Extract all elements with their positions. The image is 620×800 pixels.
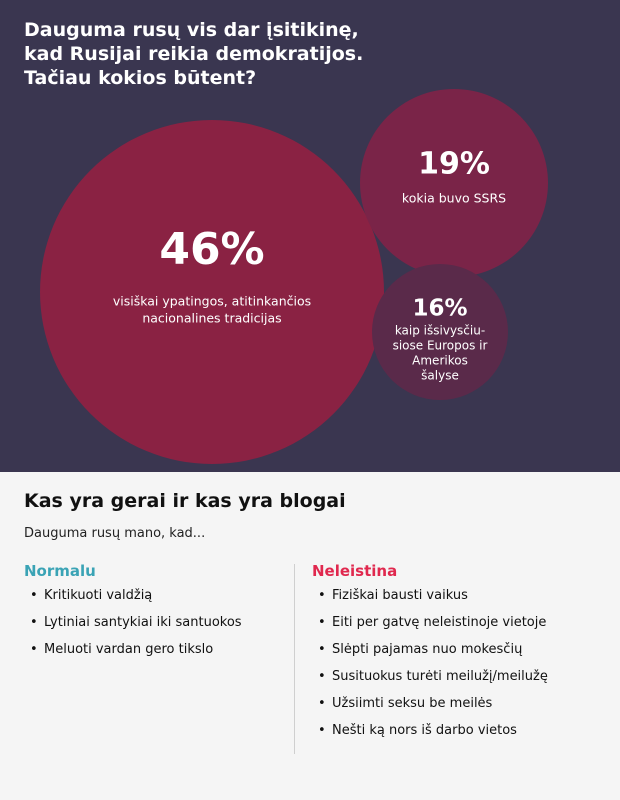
forbidden-heading: Neleistina — [312, 562, 398, 580]
title-line-1: Dauguma rusų vis dar įsitikinę, — [24, 19, 359, 41]
bubble-value-label: 16% — [412, 295, 468, 322]
list-item: • Fiziškai bausti vaikus — [312, 586, 602, 613]
list-item: • Meluoti vardan gero tikslo — [24, 640, 284, 667]
normal-heading: Normalu — [24, 562, 96, 580]
section-title: Kas yra gerai ir kas yra blogai — [24, 490, 346, 512]
normal-column — [24, 562, 284, 667]
bubble-description-line: kaip išsivysčiu- — [394, 323, 486, 338]
list-item: • Užsiimti seksu be meilės — [312, 694, 602, 721]
bubble-value-label: 46% — [159, 224, 265, 275]
list-item: • Susituokus turėti meilužį/meilužę — [312, 667, 602, 694]
list-item: • Kritikuoti valdžią — [24, 586, 284, 613]
bubble-description-line: šalyse — [421, 368, 459, 383]
section-subtitle: Dauguma rusų mano, kad... — [24, 526, 206, 541]
bubble-description-line: visiškai ypatingos, atitinkančios — [112, 293, 312, 309]
bubble-description-line: Amerikos — [412, 353, 468, 368]
title-line-2: kad Rusijai reikia demokratijos. — [24, 43, 364, 65]
title-line-3: Tačiau kokios būtent? — [24, 67, 257, 89]
list-item: • Lytiniai santykiai iki santuokos — [24, 613, 284, 640]
normal-list — [24, 586, 284, 667]
bubble-value-label: 19% — [418, 146, 490, 182]
bubble-description-line: nacionalines tradicijas — [142, 310, 282, 326]
bottom-panel — [0, 472, 620, 800]
forbidden-column — [312, 562, 602, 748]
list-item: • Nešti ką nors iš darbo vietos — [312, 721, 602, 748]
list-item: • Slėpti pajamas nuo mokesčių — [312, 640, 602, 667]
forbidden-list — [312, 586, 602, 748]
bubble-description-line: siose Europos ir — [392, 338, 488, 353]
bubble-46 — [40, 120, 384, 464]
column-divider — [294, 564, 295, 754]
bubble-19 — [360, 89, 548, 277]
list-item: • Eiti per gatvę neleistinoje vietoje — [312, 613, 602, 640]
bubble-description-line: kokia buvo SSRS — [401, 190, 507, 206]
